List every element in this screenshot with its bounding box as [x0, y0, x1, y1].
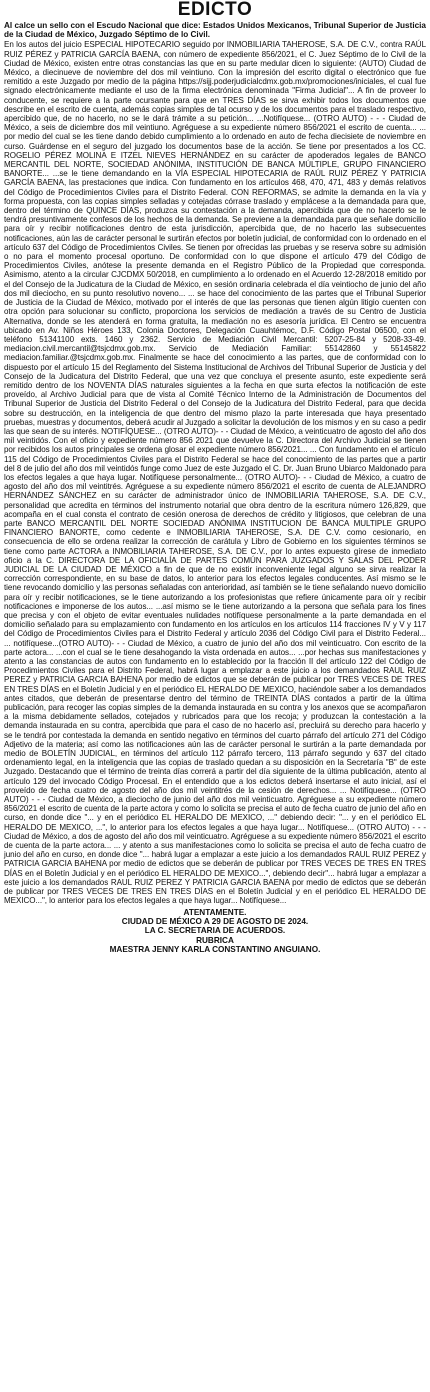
closing-text: ATENTAMENTE. [183, 907, 247, 917]
signer-name: MAESTRA JENNY KARLA CONSTANTINO ANGUIANO. [109, 945, 321, 955]
edict-body: En los autos del juicio ESPECIAL HIPOTECARIO seguido por INMOBILIARIA TAHEROSE, S.A. DE C.V., contra RAÚL RUIZ PÉREZ y PATRICIA GARCÍA BAENA, con número de expediente 856/2021, el C. Juez Séptimo de lo Civil de la Ciudad de México, existen entre otras constancias las que en su parte medular dicen lo siguiente: (AUTO) Ciudad de México, a diecinueve de noviembre del dos mil veintiuno. Con la impresión del escrito digital o electrónico que fue remitido a este Juzgado por medio de la página https://sijj.poderjudicialcdmx.gob.mx/promociones/iniciales, el cual fue signado electrónicamente mediante el uso de la firma electrónica denominada "Firma Judicial"... A fin de proveer lo conducente, se requiere a la parte ocursante para que en TRES DÍAS se sirva exhibir todos los documentos que describe en el escrito de cuenta, además copias simples de tal ocurso y de los documentos para el traslado respectivo, apercibido que, de no hacerlo, no se le dará trámite a su petición... ...Notifíquese... (OTRO AUTO) - - - Ciudad de México, a seis de diciembre dos mil veintiuno. Agréguese a su expediente número 856/2021 el escrito de cuenta... ... por medio del cual se les tiene dando debido cumplimiento a lo ordenado en auto de fecha diecisiete de noviembre en curso. Guárdense en el seguro del juzgado los documentos base de la acción. Se tiene por presentados a los CC. ROGELIO PÉREZ MOLINA E ITZEL NIEVES HERNÁNDEZ en su carácter de apoderados legales de BANCO MERCANTIL DEL NORTE, SOCIEDAD ANÓNIMA, INSTITUCIÓN DE BANCA MÚLTIPLE, GRUPO FINANCIERO BANORTE... ...se le tiene demandando en la VÍA ESPECIAL HIPOTECARIA de RAÚL RUIZ PÉREZ Y PATRICIA GARCÍA BAENA, las prestaciones que indica. Con fundamento en los artículos 468, 470, 471, 483 y demás relativos del Código de Procedimientos Civiles para el Distrito Federal. CON REFORMAS, se admite la demanda en la vía y forma propuesta, con las copias simples selladas y cotejadas córrase traslado y emplácese a la demandada para que, dentro del término de QUINCE DÍAS, produzca su contestación a la demanda, apercibida que de no hacerlo se le tendrá presuntivamente confesos de los hechos de la demanda. Se previene a la demandada para que señale domicilio para oír y recibir notificaciones dentro de esta jurisdicción, apercibida que, de no hacerlo las subsecuentes notificaciones, aún las de carácter personal le surtirán efectos por boletín judicial, de conformidad con lo ordenado en el artículo 637 del Código de Procedimientos Civiles. Se tienen por ofrecidas las pruebas y se reserva sobre su admisión o no para el momento procesal oportuno. De conformidad con lo que dispone el artículo 479 del Código de Procedimientos Civiles, anótese la presente demanda en el Registro Público de la Propiedad que corresponda. Asimismo, atento a la circular CJCDMX 50/2018, en cumplimiento a lo ordenado en el Acuerdo 12-28/2018 emitido por el del Consejo de la Judicatura de la Ciudad de México, en sesión ordinaria celebrada el día veintiocho de junio del año dos mil dieciocho, en su punto resolutivo noveno... ... se hace del conocimiento de las partes que el Tribunal Superior de Justicia de la Ciudad de México, motivado por el interés de que las personas que tienen algún litigio cuenten con otra opción para solucionar su conflicto, proporciona los servicios de mediación a través de su Centro de Justicia Alternativa, donde se les atenderá en forma gratuita, la mediación no es asesoría jurídica. El Centro se encuentra ubicado en Av. Niños Héroes 133, Colonia Doctores, Delegación Cuauhtémoc, D.F. Código Postal 06500, con el teléfono 51341100 exts. 1460 y 2362. Servicio de Mediación Civil Mercantil: 5207-25-84 y 5208-33-49. mediacion.civil.mercantil@tsjcdmx.gob.mx. Servicio de Mediación Familiar: 55142860 y 55145822 mediacion.familiar.@tsjcdmx.gob.mx. Finalmente se hace del conocimiento a las partes, que de conformidad con lo dispuesto por el artículo 15 del Reglamento del Sistema Institucional de Archivos del Tribunal Superior de Justicia y del Consejo de la Judicatura del Distrito Federal, que una vez que concluya el presente asunto, este expediente será remitido dentro de los NOVENTA DÍAS naturales siguientes a la fecha en que surta efectos la notificación de este proveído, al Archivo Judicial para que de vista al Comité Técnico Interno de la Administración de Documentos del Tribunal Superior de Justicia del Distrito Federal o del Consejo de la Judicatura del Distrito Federal, para que decida sobre su destrucción, en la inteligencia de que dentro del mismo plazo la parte interesada que haya presentado pruebas, muestras y documentos, deberá acudir al Juzgado a solicitar la devolución de los mismos y en su caso a pedir las que sean de su interés. NOTIFÍQUESE... (OTRO AUTO)- - - Ciudad de México, a veinticuatro de agosto del año dos mil veintidós. Con el oficio y expediente número 856 2021 que devuelve la C. Directora del Archivo Judicial se tienen por recibidos los autos principales se ordena glosar el expediente número 856/2021... ... Con fundamento en el artículo 115 del Código de Procedimientos Civiles para el Distrito Federal se hace del conocimiento de las partes que a partir del 8 de julio del año dos mil veintidós funge como Juez de este Juzgado el C. Dr. Juan Bruno Ubiarco Maldonado para los efectos legales a que haya lugar. Notifíquese personalmente... (OTRO AUTO)- - - Ciudad de México, a cuatro de agosto del año dos mil veintitrés. Agréguese a su expediente número 856/2021 el escrito de cuenta de ALEJANDRO HERNÁNDEZ SÁNCHEZ en su carácter de administrador único de INMOBILIARIA TAHEROSE, S.A. DE C.V., personalidad que acredita en términos del instrumento notarial que obra dentro de la escritura número 126,829, que acompaña en el cual consta el contrato de cesión onerosa de derechos de crédito y litigiosos, que celebran de una parte BANCO MERCANTIL DEL NORTE SOCIEDAD ANÓNIMA INSTITUCION DE BANCA MULTIPLE GRUPO FINANCIERO BANORTE, como cedente e INMOBILIARIA TAHEROSE, S.A. DE C.V. como cesionario, en consecuencia de ello se ordena realizar la corrección de carátula y Libro de Gobierno en los siguientes términos se tiene como parte ACTORA a INMOBILIARIA TAHEROSE, S.A. DE C.V., por lo antes expuesto gírese de inmediato oficio a la C. DIRECTORA DE LA OFICIALÍA DE PARTES COMÚN PARA JUZGADOS Y SALAS DEL PODER JUDICIAL DE LA CIUDAD DE MÉXICO a fin de que de no existir inconveniente legal alguno se sirva realizar la corrección correspondiente, en su base de datos, lo anterior para los efectos legales conducentes. Así mismo se le tiene revocando domicilio y las personas señaladas con anterioridad, así también se le tiene señalando nuevo domicilio para oír y recibir notificaciones, se le tiene autorizando a los profesionistas que refiere únicamente para oír y recibir notificaciones e imponerse de los autos... ...así mismo se le tiene autorizando a la persona que señala para los fines que precisa y con el objeto de evitar eventuales nulidades notifíquese personalmente a la parte demandada en el domicilio señalado para su emplazamiento con fundamento en los artículos en los artículos 114 fracciones IV y V y 117 del Código de Procedimientos Civiles para el Distrito Federal y artículo 2036 del Código Civil para el Distrito Federal... ... notifíquese...(OTRO AUTO)- - - Ciudad de México, a cuatro de junio del año dos mil veinticuatro. Con escrito de la parte actora... ...con el cual se le tiene desahogando la vista ordenada en autos... ...por hechas sus manifestaciones y atento a las constancias de autos con fundamento en lo establecido por la fracción II del artículo 122 del Código de Procedimientos Civiles para el Distrito Federal, habrá lugar a emplazar a este juicio a los demandados RAUL RUIZ PEREZ y PATRICIA GARCIA BAHENA por medio de edictos que se deberán de publicar por TRES VECES DE TRES EN TRES DÍAS en el Boletín Judicial y en el periódico EL HERALDO DE MEXICO, haciéndole saber a los demandados antes citados, que deberán de presentarse dentro del término de TREINTA DÍAS contados a partir de la última publicación, para recoger las copias simples de la demanda instaurada en su contra y los anexos que se acompañaron a la misma debidamente sellados, cotejados y rubricados para que los recoja; y produzcan la contestación a la demanda instaurada en su contra, apercibida que para el caso de no hacerlo así, precluirá su derecho para hacerlo y se le tendrá por contestada la demanda en sentido negativo en términos del cuarto párrafo del artículo 271 del Código Adjetivo de la materia; así como las notificaciones aún las de carácter personal le surtirán a la parte demandada por medio de BOLETÍN JUDICIAL, en términos del artículo 112 párrafo tercero, 113 párrafo segundo y 637 del citado ordenamiento legal, en la inteligencia que las copias de traslado quedan a su disposición en la Secretaría "B" de este Juzgado. Destacando que el término de treinta días correrá a partir del día siguiente de la última publicación, atento al artículo 129 del invocado Código Procesal. En el entendido que a los edictos deberá insertarse el auto inicial, así el proveído de fecha cuatro de agosto del año dos mil veintitrés de la cesión de derechos... ... Notifíquese... (OTRO AUTO) - - - Ciudad de México, a dieciocho de junio del año dos mil veinticuatro. Agréguese a su expediente número 856/2021 el escrito de cuenta de la parte actora y como lo solicita se precisa el auto de fecha cuatro de junio del año en curso, en donde dice "... y en el periódico EL HERALDO DE MEXICO, ..." debiendo decir: "... y en el periódico EL HERALDO DE MEXICO, ...", lo anterior para los efectos legales a que haya lugar... Notifíquese... (OTRO AUTO) - - - Ciudad de México, a dos de agosto del año dos mil veinticuatro. Agréguese a su expediente número 856/2021 el escrito de cuenta de la parte actora... ... y atento a sus manifestaciones como lo solicita se precisa el auto de fecha cuatro de junio del año en curso, en donde dice "... habrá lugar a emplazar a este juicio a los demandados RAUL RUIZ PEREZ y PATRICIA GARCIA BAHENA por medio de edictos que se deberán de publicar por TRES VECES DE TRES EN TRES DÍAS en el Boletín Judicial y en el periódico EL HERALDO DE MEXICO...", debiendo decir"... habrá lugar a emplazar a este juicio a los demandados RAUL RUIZ PEREZ Y PATRICIA GARCIA BAENA por medio de edictos que se deberán de publicar por TRES VECES DE TRES EN TRES DÍAS en el Boletín Judicial y en el periódico EL HERALDO DE MEXICO...", lo anterior para los efectos legales a que haya lugar... Notifíquese... [4, 40, 426, 906]
seal-description: Al calce un sello con el Escudo Nacional que dice: Estados Unidos Mexicanos, Tribunal Superior de Justicia de la Ciudad de México, Juzgado Séptimo de lo Civil. [4, 21, 426, 40]
place-date: CIUDAD DE MÉXICO A 29 DE AGOSTO DE 2024. [121, 916, 309, 926]
signer-role: LA C. SECRETARIA DE ACUERDOS. [144, 926, 286, 936]
edict-title: EDICTO [177, 0, 253, 20]
signature-block [4, 908, 426, 955]
rubric-text: RUBRICA [196, 935, 234, 945]
